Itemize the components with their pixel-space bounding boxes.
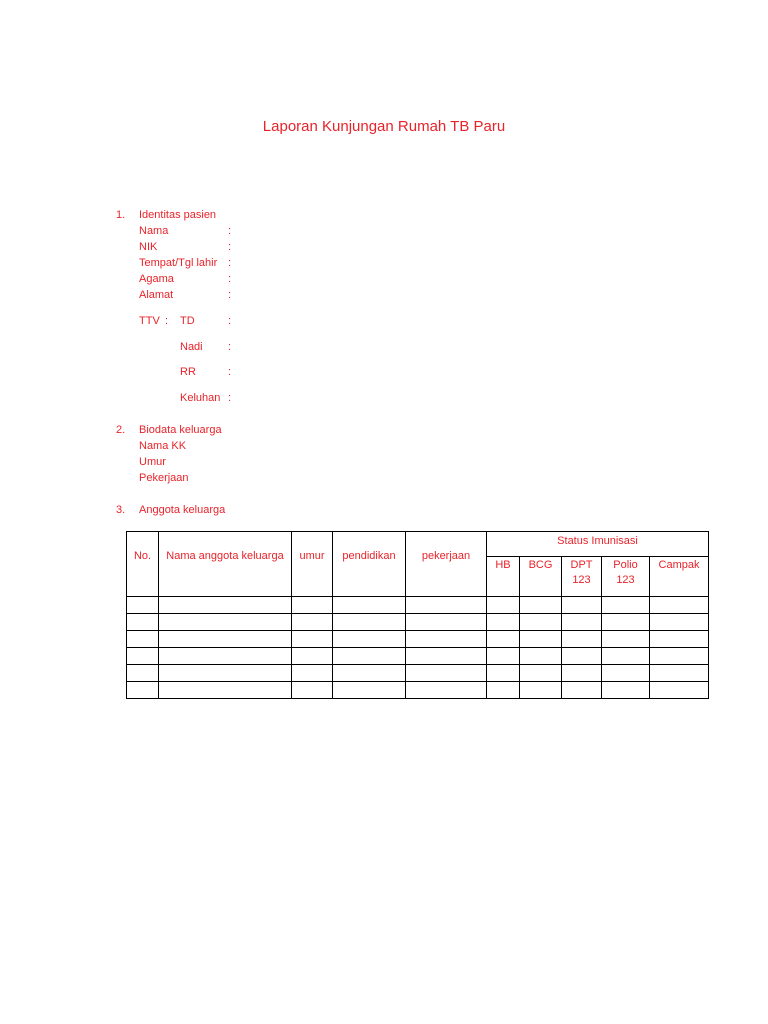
ttv-colon: :: [165, 315, 169, 327]
header-dpt-text: DPT: [570, 559, 593, 571]
table-cell: [292, 631, 333, 648]
family-members-table: [126, 531, 709, 699]
ttv-colon-rr: :: [228, 366, 232, 378]
field-label-alamat: Alamat: [139, 289, 174, 301]
table-cell: [406, 631, 487, 648]
table-cell: [292, 665, 333, 682]
document-title: Laporan Kunjungan Rumah TB Paru: [262, 118, 506, 135]
table-cell: [127, 682, 159, 699]
header-dpt: [562, 557, 602, 597]
table-cell: [562, 665, 602, 682]
header-dpt-sub: 123: [572, 574, 591, 586]
field-colon-alamat: :: [228, 289, 232, 301]
table-cell: [127, 648, 159, 665]
field-label-nama-kk: Nama KK: [139, 440, 187, 452]
header-status-imunisasi: Status Imunisasi: [487, 532, 709, 557]
table-cell: [602, 648, 650, 665]
table-body: [127, 597, 709, 699]
table-cell: [333, 648, 406, 665]
section-label-anggota: Anggota keluarga: [139, 504, 226, 516]
section-number-2: 2.: [116, 424, 126, 436]
ttv-label-nadi: Nadi: [180, 341, 203, 353]
table-cell: [487, 682, 520, 699]
header-bcg: [520, 557, 562, 597]
table-cell: [650, 614, 709, 631]
table-cell: [159, 597, 292, 614]
table-cell: [562, 682, 602, 699]
table-cell: [520, 597, 562, 614]
ttv-colon-keluhan: :: [228, 392, 232, 404]
table-cell: [159, 614, 292, 631]
table-cell: [602, 614, 650, 631]
table-cell: [487, 665, 520, 682]
table-cell: [487, 614, 520, 631]
table-cell: [602, 631, 650, 648]
table-cell: [406, 665, 487, 682]
field-label-pekerjaan: Pekerjaan: [139, 472, 189, 484]
table-cell: [333, 665, 406, 682]
table-row: [127, 597, 709, 614]
section-label-identitas: Identitas pasien: [139, 209, 217, 221]
header-polio-text: Polio: [613, 559, 638, 571]
table-cell: [487, 631, 520, 648]
table-row: [127, 648, 709, 665]
table-cell: [487, 597, 520, 614]
field-colon-nik: :: [228, 241, 232, 253]
table-cell: [487, 648, 520, 665]
field-colon-ttl: :: [228, 257, 232, 269]
table-cell: [520, 682, 562, 699]
ttv-colon-td: :: [228, 315, 232, 327]
table-cell: [650, 597, 709, 614]
table-cell: [520, 631, 562, 648]
field-label-nik: NIK: [139, 241, 158, 253]
table-row: [127, 614, 709, 631]
table-cell: [333, 682, 406, 699]
header-bcg-text: BCG: [528, 559, 553, 571]
header-umur: umur: [292, 532, 333, 597]
table-cell: [406, 682, 487, 699]
table-cell: [127, 614, 159, 631]
section-label-biodata: Biodata keluarga: [139, 424, 222, 436]
header-polio-sub: 123: [616, 574, 635, 586]
table-cell: [562, 597, 602, 614]
header-campak: [650, 557, 709, 597]
table-cell: [406, 648, 487, 665]
table-cell: [127, 597, 159, 614]
header-pekerjaan: pekerjaan: [406, 532, 487, 597]
table-cell: [520, 665, 562, 682]
table-cell: [333, 597, 406, 614]
table-row: [127, 682, 709, 699]
header-hb: [487, 557, 520, 597]
table-cell: [602, 665, 650, 682]
table-cell: [562, 631, 602, 648]
table-cell: [159, 682, 292, 699]
table-cell: [159, 631, 292, 648]
field-colon-nama: :: [228, 225, 232, 237]
ttv-label: TTV: [139, 315, 160, 327]
field-label-umur: Umur: [139, 456, 166, 468]
field-label-agama: Agama: [139, 273, 174, 285]
table-cell: [159, 648, 292, 665]
table-cell: [650, 631, 709, 648]
section-number-3: 3.: [116, 504, 126, 516]
table-cell: [159, 665, 292, 682]
ttv-label-rr: RR: [180, 366, 196, 378]
field-colon-agama: :: [228, 273, 232, 285]
table-cell: [520, 614, 562, 631]
table-cell: [292, 682, 333, 699]
header-hb-text: HB: [495, 559, 511, 571]
header-pendidikan: pendidikan: [333, 532, 406, 597]
table-row: [127, 631, 709, 648]
table-cell: [292, 614, 333, 631]
ttv-label-td: TD: [180, 315, 195, 327]
table-cell: [406, 614, 487, 631]
ttv-colon-nadi: :: [228, 341, 232, 353]
table-cell: [127, 631, 159, 648]
section-number-1: 1.: [116, 209, 126, 221]
header-no: No.: [127, 532, 159, 597]
field-label-ttl: Tempat/Tgl lahir: [139, 257, 218, 269]
table-cell: [602, 597, 650, 614]
table-cell: [520, 648, 562, 665]
header-polio: [602, 557, 650, 597]
table-cell: [292, 648, 333, 665]
header-campak-text: Campak: [658, 559, 700, 571]
table-cell: [562, 614, 602, 631]
table-cell: [602, 682, 650, 699]
header-nama-anggota: Nama anggota keluarga: [159, 532, 292, 597]
table-cell: [650, 665, 709, 682]
table-cell: [292, 597, 333, 614]
table-cell: [562, 648, 602, 665]
table-cell: [333, 631, 406, 648]
table-cell: [333, 614, 406, 631]
table-cell: [650, 682, 709, 699]
table-cell: [127, 665, 159, 682]
field-label-nama: Nama: [139, 225, 169, 237]
ttv-label-keluhan: Keluhan: [180, 392, 221, 404]
table-cell: [650, 648, 709, 665]
table-row: [127, 665, 709, 682]
table-cell: [406, 597, 487, 614]
